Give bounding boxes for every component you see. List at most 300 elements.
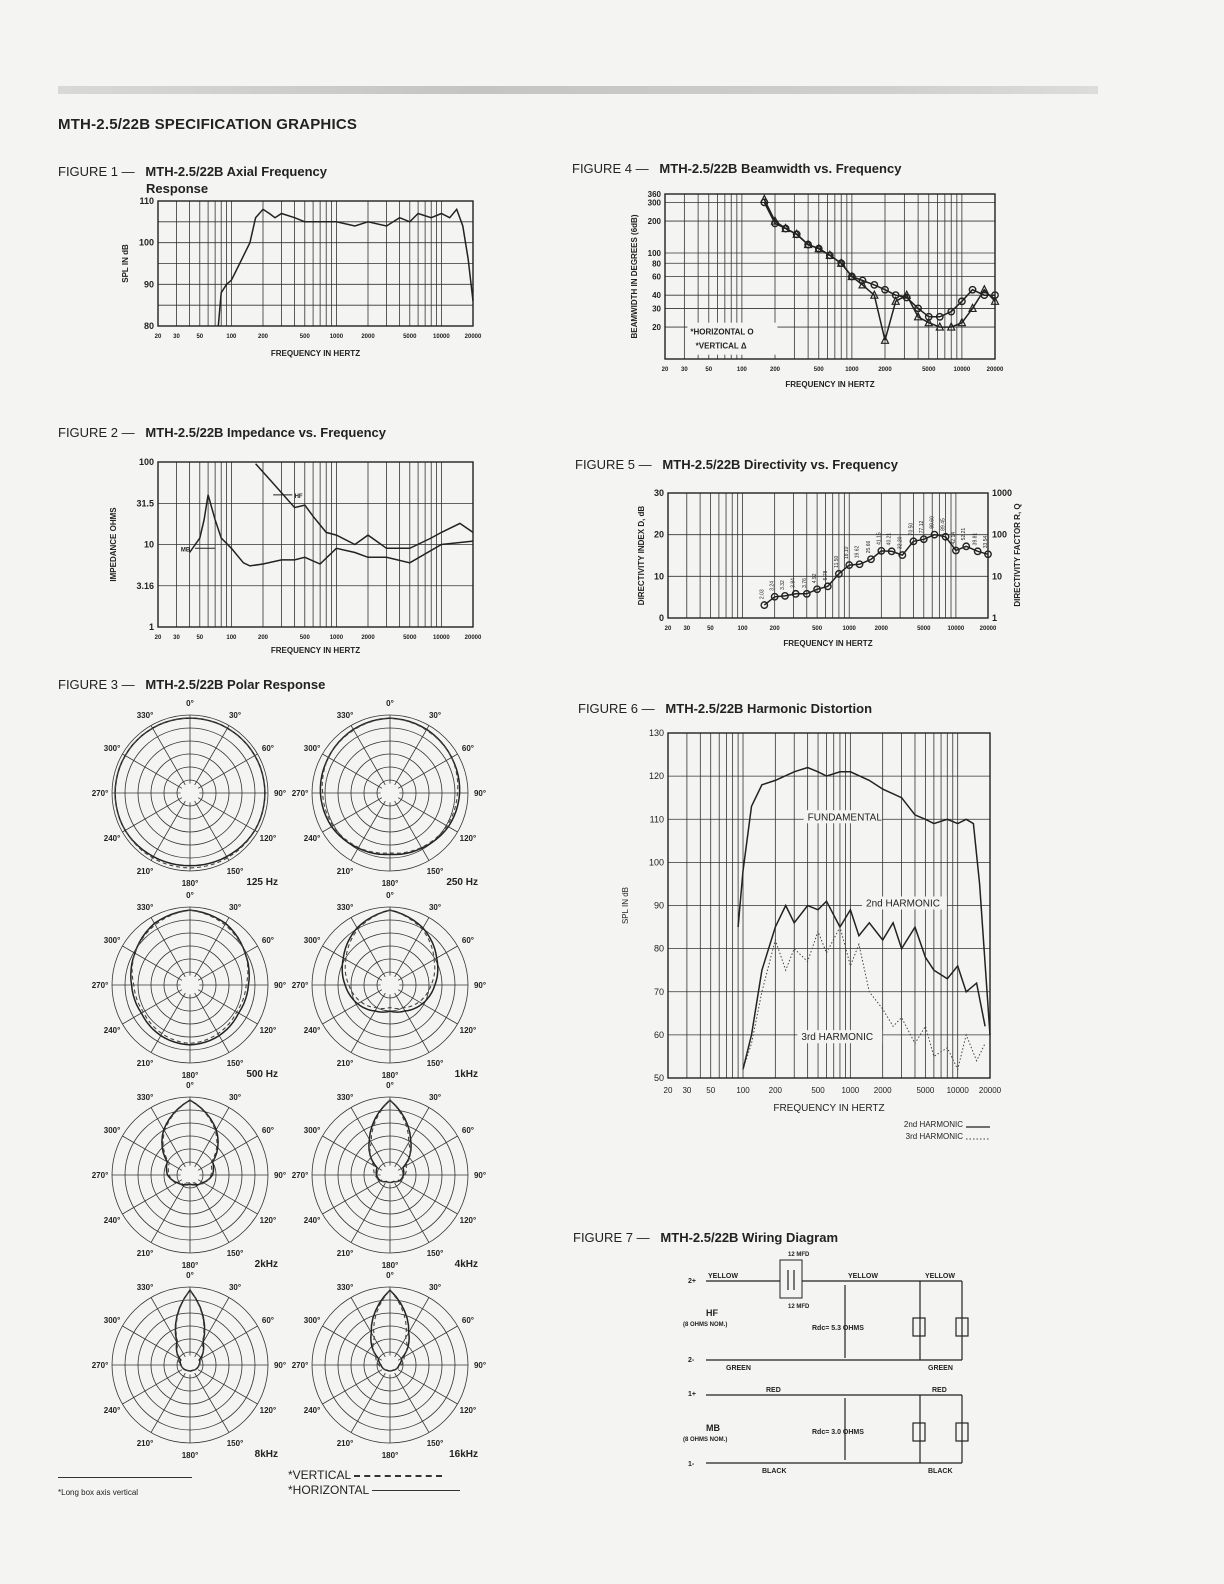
legend-horizontal <box>288 1483 460 1497</box>
polar-angle-label: 210° <box>136 1248 154 1258</box>
polar-angle-label: 90° <box>473 1171 487 1180</box>
fig5-q-label: 89.45 <box>940 518 947 531</box>
polar-angle-label: 60° <box>261 1316 274 1325</box>
fig5-y2label: DIRECTIVITY FACTOR R, Q <box>1013 503 1022 607</box>
wiring-mb-label: MB <box>706 1423 720 1433</box>
fig5-xtick: 100 <box>737 626 748 632</box>
figure-1-chart <box>100 195 490 365</box>
fig6-ytick: 60 <box>653 1029 664 1040</box>
wiring-hf-driver-1-icon <box>913 1318 925 1336</box>
figure-5-caption <box>575 457 898 472</box>
fig2-xlabel: FREQUENCY IN HERTZ <box>270 646 361 655</box>
fig5-q-label: 70.50 <box>908 522 915 536</box>
fig4-xtick: 20000 <box>986 367 1004 373</box>
polar-plot-1 <box>292 699 486 888</box>
figure-3-number: FIGURE 3 — <box>58 677 135 692</box>
polar-angle-label: 300° <box>103 1316 121 1325</box>
fig6-ytick: 120 <box>648 771 664 782</box>
polar-angle-label: 330° <box>136 1093 154 1103</box>
wiring-black-label-2: BLACK <box>928 1468 953 1475</box>
fig5-xtick: 200 <box>769 626 780 632</box>
fig5-q-label: 25.66 <box>865 540 872 554</box>
fig2-xtick: 200 <box>257 635 269 641</box>
fig4-ylabel: BEAMWIDTH IN DEGREES (6dB) <box>630 214 639 339</box>
polar-angle-label: 60° <box>461 1316 474 1325</box>
figure-1-caption <box>58 164 327 179</box>
figure-4-caption <box>572 161 901 176</box>
fig5-y2tick: 1000 <box>992 488 1013 498</box>
legend-vertical-label: *VERTICAL <box>288 1468 351 1482</box>
fig5-q-label: 99.60 <box>929 516 936 529</box>
polar-angle-label: 330° <box>336 1283 354 1293</box>
polar-angle-label: 210° <box>136 866 154 876</box>
figure-7-wiring-diagram <box>680 1250 1000 1485</box>
polar-angle-label: 270° <box>91 981 109 990</box>
wiring-cap-bottom-label: 12 MFD <box>788 1304 810 1310</box>
fig5-q-label: 32.20 <box>897 536 904 550</box>
polar-angle-label: 270° <box>291 981 309 990</box>
polar-angle-label: 150° <box>426 866 444 876</box>
fig5-q-label: 3.84 <box>790 578 797 588</box>
polar-frequency-label: 4kHz <box>454 1259 478 1270</box>
polar-angle-label: 300° <box>303 1126 321 1135</box>
fig6-ytick: 70 <box>653 986 664 997</box>
fig2-xtick: 20 <box>154 635 162 641</box>
fig1-gridlines <box>158 201 473 326</box>
fig1-ytick: 80 <box>143 321 154 331</box>
polar-angle-label: 90° <box>273 1171 287 1180</box>
polar-frequency-label: 250 Hz <box>446 877 478 888</box>
wiring-hf-label: HF <box>706 1308 718 1318</box>
fig4-ytick: 40 <box>652 291 661 301</box>
fig5-xtick: 20 <box>664 626 672 632</box>
polar-angle-label: 150° <box>426 1058 444 1068</box>
fig4-ytick: 20 <box>652 323 661 333</box>
polar-plot-5 <box>292 1081 486 1270</box>
fig4-xtick: 1000 <box>845 367 859 373</box>
polar-angle-label: 150° <box>226 1438 244 1448</box>
fig6-label-3rd: 3rd HARMONIC <box>801 1032 874 1044</box>
fig5-q-label: 33.54 <box>983 535 989 549</box>
footnote-rule <box>58 1477 192 1478</box>
fig5-xtick: 1000 <box>842 626 856 632</box>
fig5-q-label: 19.62 <box>854 545 861 559</box>
fig2-annotation-hf: HF <box>294 493 303 500</box>
polar-angle-label: 60° <box>261 744 274 753</box>
polar-ring <box>377 972 403 998</box>
polar-angle-label: 150° <box>226 1058 244 1068</box>
fig5-y2tick: 1 <box>992 613 998 623</box>
fig5-xtick: 5000 <box>917 626 931 632</box>
fig6-xtick: 30 <box>682 1086 692 1095</box>
fig6-xtick: 10000 <box>946 1086 969 1095</box>
fig6-xtick: 20000 <box>978 1086 1002 1095</box>
polar-angle-label: 270° <box>91 1361 109 1370</box>
polar-angle-label: 0° <box>186 891 194 900</box>
polar-angle-label: 240° <box>303 1026 321 1035</box>
polar-angle-label: 180° <box>181 1451 199 1460</box>
polar-frequency-label: 500 Hz <box>246 1069 278 1080</box>
polar-angle-label: 0° <box>386 1271 394 1280</box>
wiring-terminal-2plus: 2+ <box>688 1278 696 1285</box>
wiring-yellow-label-2: YELLOW <box>848 1273 878 1280</box>
fig5-ytick: 10 <box>653 571 664 582</box>
fig4-xtick: 5000 <box>922 367 936 373</box>
wiring-terminal-1plus: 1+ <box>688 1391 696 1398</box>
wiring-yellow-label-1: YELLOW <box>708 1273 738 1280</box>
fig2-annotation-mb: MB <box>180 547 191 554</box>
polar-angle-label: 60° <box>261 1126 274 1135</box>
figure-6-chart <box>618 725 1013 1145</box>
polar-angle-label: 0° <box>386 699 394 708</box>
polar-angle-label: 120° <box>259 1026 277 1035</box>
fig2-ytick: 10 <box>143 539 154 550</box>
fig6-label-fundamental: FUNDAMENTAL <box>807 812 882 824</box>
fig4-legend-horizontal: *HORIZONTAL O <box>690 327 754 337</box>
fig1-xtick: 1000 <box>329 334 344 340</box>
figure-5-title: MTH-2.5/22B Directivity vs. Frequency <box>662 457 898 472</box>
fig5-xtick: 500 <box>812 626 823 632</box>
fig6-ytick: 50 <box>653 1073 664 1083</box>
polar-angle-label: 0° <box>386 891 394 900</box>
polar-angle-label: 30° <box>228 1093 242 1103</box>
wiring-terminal-1minus: 1- <box>688 1461 695 1468</box>
polar-plot-7 <box>292 1271 486 1460</box>
polar-angle-label: 210° <box>336 1438 354 1448</box>
polar-frequency-label: 2kHz <box>254 1259 278 1270</box>
fig2-ylabel: IMPEDANCE OHMS <box>109 507 118 582</box>
fig4-ytick: 300 <box>647 198 661 208</box>
fig6-ytick: 100 <box>648 857 664 868</box>
fig6-ylabel: SPL IN dB <box>621 886 630 925</box>
fig5-q-label: 3.76 <box>801 578 808 588</box>
polar-angle-label: 0° <box>186 1271 194 1280</box>
fig6-ytick: 80 <box>653 943 664 954</box>
fig5-xtick: 20000 <box>979 626 997 632</box>
polar-angle-label: 240° <box>103 834 121 843</box>
polar-angle-label: 210° <box>136 1438 154 1448</box>
polar-angle-label: 330° <box>336 1093 354 1103</box>
fig1-xtick: 200 <box>257 334 269 340</box>
fig6-xtick: 5000 <box>916 1086 935 1095</box>
fig6-series-2nd <box>743 898 985 1069</box>
polar-angle-label: 330° <box>136 903 154 913</box>
fig5-xtick: 10000 <box>947 626 965 632</box>
polar-angle-label: 90° <box>273 1361 287 1370</box>
fig5-q-label: 3.24 <box>769 581 776 591</box>
fig2-ytick: 1 <box>148 622 154 632</box>
fig4-xtick: 10000 <box>953 367 971 373</box>
polar-angle-label: 30° <box>428 711 442 721</box>
fig1-series-axial <box>218 209 473 326</box>
fig6-xtick: 20 <box>663 1086 673 1095</box>
polar-angle-label: 150° <box>226 866 244 876</box>
fig2-ytick: 3.16 <box>136 580 154 591</box>
fig1-ytick: 100 <box>138 237 154 248</box>
polar-angle-label: 300° <box>103 1126 121 1135</box>
fig2-xtick: 1000 <box>329 635 344 641</box>
fig1-xtick: 5000 <box>403 334 417 340</box>
figure-1-caption-line2: Response <box>146 181 209 196</box>
fig6-legend-2nd: 2nd HARMONIC <box>903 1120 963 1129</box>
polar-angle-label: 240° <box>303 834 321 843</box>
fig6-ytick: 110 <box>649 814 664 825</box>
fig6-xtick: 1000 <box>841 1086 860 1095</box>
fig1-xtick: 20000 <box>464 334 482 340</box>
wiring-capacitor-box <box>780 1260 802 1298</box>
fig4-xtick: 50 <box>705 367 713 373</box>
fig2-gridlines <box>158 462 473 627</box>
polar-angle-label: 240° <box>303 1406 321 1415</box>
polar-angle-label: 30° <box>428 1093 442 1103</box>
fig2-ytick: 100 <box>138 457 154 467</box>
polar-frequency-label: 16kHz <box>449 1449 478 1460</box>
fig1-xlabel: FREQUENCY IN HERTZ <box>270 349 361 358</box>
fig4-ytick: 60 <box>652 272 661 282</box>
polar-plot-4 <box>92 1081 286 1270</box>
polar-plot-3 <box>292 891 486 1080</box>
fig5-q-label: 2.03 <box>759 589 766 600</box>
polar-angle-label: 90° <box>273 981 287 990</box>
fig4-xtick: 100 <box>736 367 747 373</box>
fig2-xtick: 2000 <box>361 635 375 641</box>
figure-2-chart <box>100 452 495 657</box>
fig1-xtick: 100 <box>226 334 237 340</box>
figure-4-title: MTH-2.5/22B Beamwidth vs. Frequency <box>659 161 902 176</box>
polar-angle-label: 120° <box>459 1406 477 1415</box>
figure-7-title: MTH-2.5/22B Wiring Diagram <box>660 1230 839 1245</box>
fig1-ylabel: SPL IN dB <box>121 244 130 283</box>
polar-angle-label: 120° <box>259 1216 277 1225</box>
polar-frequency-label: 1kHz <box>454 1069 478 1080</box>
polar-angle-label: 300° <box>103 936 121 945</box>
fig2-xtick: 5000 <box>403 635 417 641</box>
polar-angle-label: 240° <box>103 1026 121 1035</box>
fig1-xtick: 30 <box>173 334 180 340</box>
fig2-xtick: 100 <box>226 635 237 641</box>
figure-3-caption <box>58 677 325 692</box>
polar-angle-label: 0° <box>386 1081 394 1090</box>
figure-2-caption <box>58 425 386 440</box>
fig5-frame <box>668 493 988 618</box>
polar-angle-label: 150° <box>426 1248 444 1258</box>
polar-angle-label: 120° <box>459 1026 477 1035</box>
polar-ring <box>377 1162 403 1188</box>
polar-angle-label: 180° <box>181 1071 199 1080</box>
polar-angle-label: 210° <box>336 866 354 876</box>
fig4-xtick: 200 <box>769 367 781 373</box>
fig5-q-label: 42.14 <box>950 531 957 545</box>
fig4-legend-vertical: *VERTICAL Δ <box>695 341 747 351</box>
fig5-q-label: 18.10 <box>844 546 851 560</box>
figure-1-number: FIGURE 1 — <box>58 164 135 179</box>
polar-angle-label: 60° <box>461 744 474 753</box>
polar-angle-label: 30° <box>428 903 442 913</box>
polar-angle-label: 60° <box>461 936 474 945</box>
fig1-xtick: 50 <box>196 334 204 340</box>
polar-ring <box>377 780 403 806</box>
polar-angle-label: 120° <box>459 834 477 843</box>
polar-angle-label: 240° <box>303 1216 321 1225</box>
polar-plot-2 <box>92 891 286 1080</box>
fig2-xtick: 500 <box>299 635 310 641</box>
fig5-xtick: 50 <box>707 626 714 632</box>
fig4-series-vertical <box>764 199 995 340</box>
polar-angle-label: 120° <box>459 1216 477 1225</box>
fig5-xtick: 30 <box>683 626 691 632</box>
polar-angle-label: 330° <box>336 711 354 721</box>
fig5-y2tick: 100 <box>992 529 1008 540</box>
polar-angle-label: 0° <box>186 1081 194 1090</box>
wiring-hf-rdc: Rdc= 5.3 OHMS <box>812 1325 864 1332</box>
fig5-ytick: 20 <box>653 529 664 540</box>
fig5-xtick: 2000 <box>874 626 889 632</box>
polar-ring <box>177 972 203 998</box>
wiring-black-label-1: BLACK <box>762 1468 787 1475</box>
legend-vertical <box>288 1468 442 1482</box>
wiring-yellow-label-3: YELLOW <box>925 1273 955 1280</box>
wiring-green-label-2: GREEN <box>928 1365 953 1372</box>
figure-2-number: FIGURE 2 — <box>58 425 135 440</box>
polar-angle-label: 0° <box>186 699 194 708</box>
polar-angle-label: 300° <box>303 1316 321 1325</box>
wiring-terminal-2minus: 2- <box>688 1357 695 1364</box>
polar-angle-label: 210° <box>136 1058 154 1068</box>
wiring-mb-driver-1-icon <box>913 1423 925 1441</box>
fig4-ytick: 100 <box>647 248 661 258</box>
fig2-xtick: 20000 <box>464 635 482 641</box>
fig2-xtick: 30 <box>173 635 180 641</box>
figure-1-title: MTH-2.5/22B Axial Frequency <box>145 164 327 179</box>
polar-angle-label: 90° <box>473 1361 487 1370</box>
figure-3-title: MTH-2.5/22B Polar Response <box>145 677 326 692</box>
legend-horizontal-label: *HORIZONTAL <box>288 1483 369 1497</box>
polar-angle-label: 90° <box>473 789 487 798</box>
fig5-q-label: 4.92 <box>812 573 819 584</box>
polar-angle-label: 180° <box>381 1261 399 1270</box>
wiring-mb-rdc: Rdc= 3.0 OHMS <box>812 1429 864 1436</box>
fig5-q-label: 40.21 <box>886 532 893 546</box>
polar-angle-label: 120° <box>259 834 277 843</box>
polar-angle-label: 90° <box>273 789 287 798</box>
fig6-xtick: 500 <box>811 1086 825 1095</box>
wiring-hf-nominal: (8 OHMS NOM.) <box>683 1322 728 1328</box>
polar-angle-label: 330° <box>136 711 154 721</box>
polar-angle-label: 300° <box>103 744 121 753</box>
polar-angle-label: 60° <box>261 936 274 945</box>
fig5-q-label: 52.21 <box>961 527 968 541</box>
polar-plot-0 <box>92 699 286 888</box>
figure-3-polar-grid <box>80 699 500 1485</box>
figure-5-number: FIGURE 5 — <box>575 457 652 472</box>
polar-angle-label: 210° <box>336 1058 354 1068</box>
polar-angle-label: 180° <box>381 1071 399 1080</box>
fig4-ytick: 30 <box>652 304 661 314</box>
figure-6-title: MTH-2.5/22B Harmonic Distortion <box>665 701 873 716</box>
fig5-q-label: 5.78 <box>822 570 829 581</box>
polar-angle-label: 240° <box>103 1406 121 1415</box>
polar-angle-label: 180° <box>181 879 199 888</box>
polar-angle-label: 270° <box>91 1171 109 1180</box>
figure-6-caption <box>578 701 872 716</box>
fig1-xtick: 500 <box>299 334 310 340</box>
wiring-mb-nominal: (8 OHMS NOM.) <box>683 1437 728 1443</box>
fig5-ylabel: DIRECTIVITY INDEX D, dB <box>637 505 646 606</box>
fig1-ytick: 90 <box>143 279 154 290</box>
fig1-xtick: 2000 <box>361 334 375 340</box>
polar-angle-label: 270° <box>291 1171 309 1180</box>
polar-angle-label: 300° <box>303 744 321 753</box>
fig1-ytick: 110 <box>139 196 154 206</box>
polar-angle-label: 330° <box>336 903 354 913</box>
polar-angle-label: 30° <box>228 711 242 721</box>
polar-angle-label: 270° <box>91 789 109 798</box>
polar-angle-label: 270° <box>291 1361 309 1370</box>
fig4-series-horizontal <box>764 202 995 316</box>
fig4-ytick: 360 <box>647 190 661 199</box>
fig6-ytick: 130 <box>648 728 664 738</box>
fig1-xtick: 20 <box>154 334 162 340</box>
fig5-ytick: 30 <box>653 488 664 498</box>
polar-ring <box>177 780 203 806</box>
polar-angle-label: 30° <box>428 1283 442 1293</box>
fig5-q-label: 77.12 <box>918 520 925 534</box>
polar-angle-label: 120° <box>259 1406 277 1415</box>
polar-frequency-label: 8kHz <box>254 1449 278 1460</box>
fig4-xlabel: FREQUENCY IN HERTZ <box>785 380 875 389</box>
fig4-ytick: 200 <box>647 217 661 227</box>
wiring-red-label-1: RED <box>766 1387 781 1394</box>
fig2-series-hf <box>256 464 473 549</box>
fig6-xtick: 2000 <box>873 1086 892 1095</box>
fig5-q-label: 11.50 <box>833 555 840 568</box>
fig4-xtick: 2000 <box>878 367 892 373</box>
polar-angle-label: 180° <box>381 1451 399 1460</box>
figure-4-number: FIGURE 4 — <box>572 161 649 176</box>
fig6-xtick: 50 <box>706 1086 716 1095</box>
fig5-ytick: 0 <box>658 613 664 623</box>
figure-7-caption <box>573 1230 838 1245</box>
fig5-gridlines <box>668 493 988 618</box>
polar-angle-label: 210° <box>336 1248 354 1258</box>
fig4-ytick: 80 <box>652 259 661 269</box>
fig4-xtick: 30 <box>681 367 688 373</box>
polar-angle-label: 240° <box>103 1216 121 1225</box>
polar-angle-label: 30° <box>228 903 242 913</box>
polar-angle-label: 30° <box>228 1283 242 1293</box>
fig5-q-label: 39.81 <box>972 532 979 546</box>
page-title: MTH-2.5/22B SPECIFICATION GRAPHICS <box>58 116 358 133</box>
fig5-q-label: 3.32 <box>780 580 787 590</box>
figure-4-chart <box>625 188 1010 393</box>
figure-7-number: FIGURE 7 — <box>573 1230 650 1245</box>
polar-angle-label: 180° <box>381 879 399 888</box>
fig2-xtick: 10000 <box>433 635 450 641</box>
fig6-label-2nd: 2nd HARMONIC <box>866 898 940 910</box>
fig6-xlabel: FREQUENCY IN HERTZ <box>773 1103 885 1114</box>
polar-angle-label: 300° <box>303 936 321 945</box>
fig2-ytick: 31.5 <box>136 498 154 509</box>
fig6-xtick: 100 <box>736 1086 750 1095</box>
footnote: *Long box axis vertical <box>58 1488 139 1497</box>
polar-angle-label: 60° <box>461 1126 474 1135</box>
fig4-xtick: 20 <box>661 367 669 373</box>
fig6-legend-3rd: 3rd HARMONIC <box>905 1132 963 1141</box>
polar-angle-label: 150° <box>226 1248 244 1258</box>
fig4-xtick: 500 <box>813 367 824 373</box>
fig2-xtick: 50 <box>196 635 204 641</box>
polar-angle-label: 90° <box>473 981 487 990</box>
